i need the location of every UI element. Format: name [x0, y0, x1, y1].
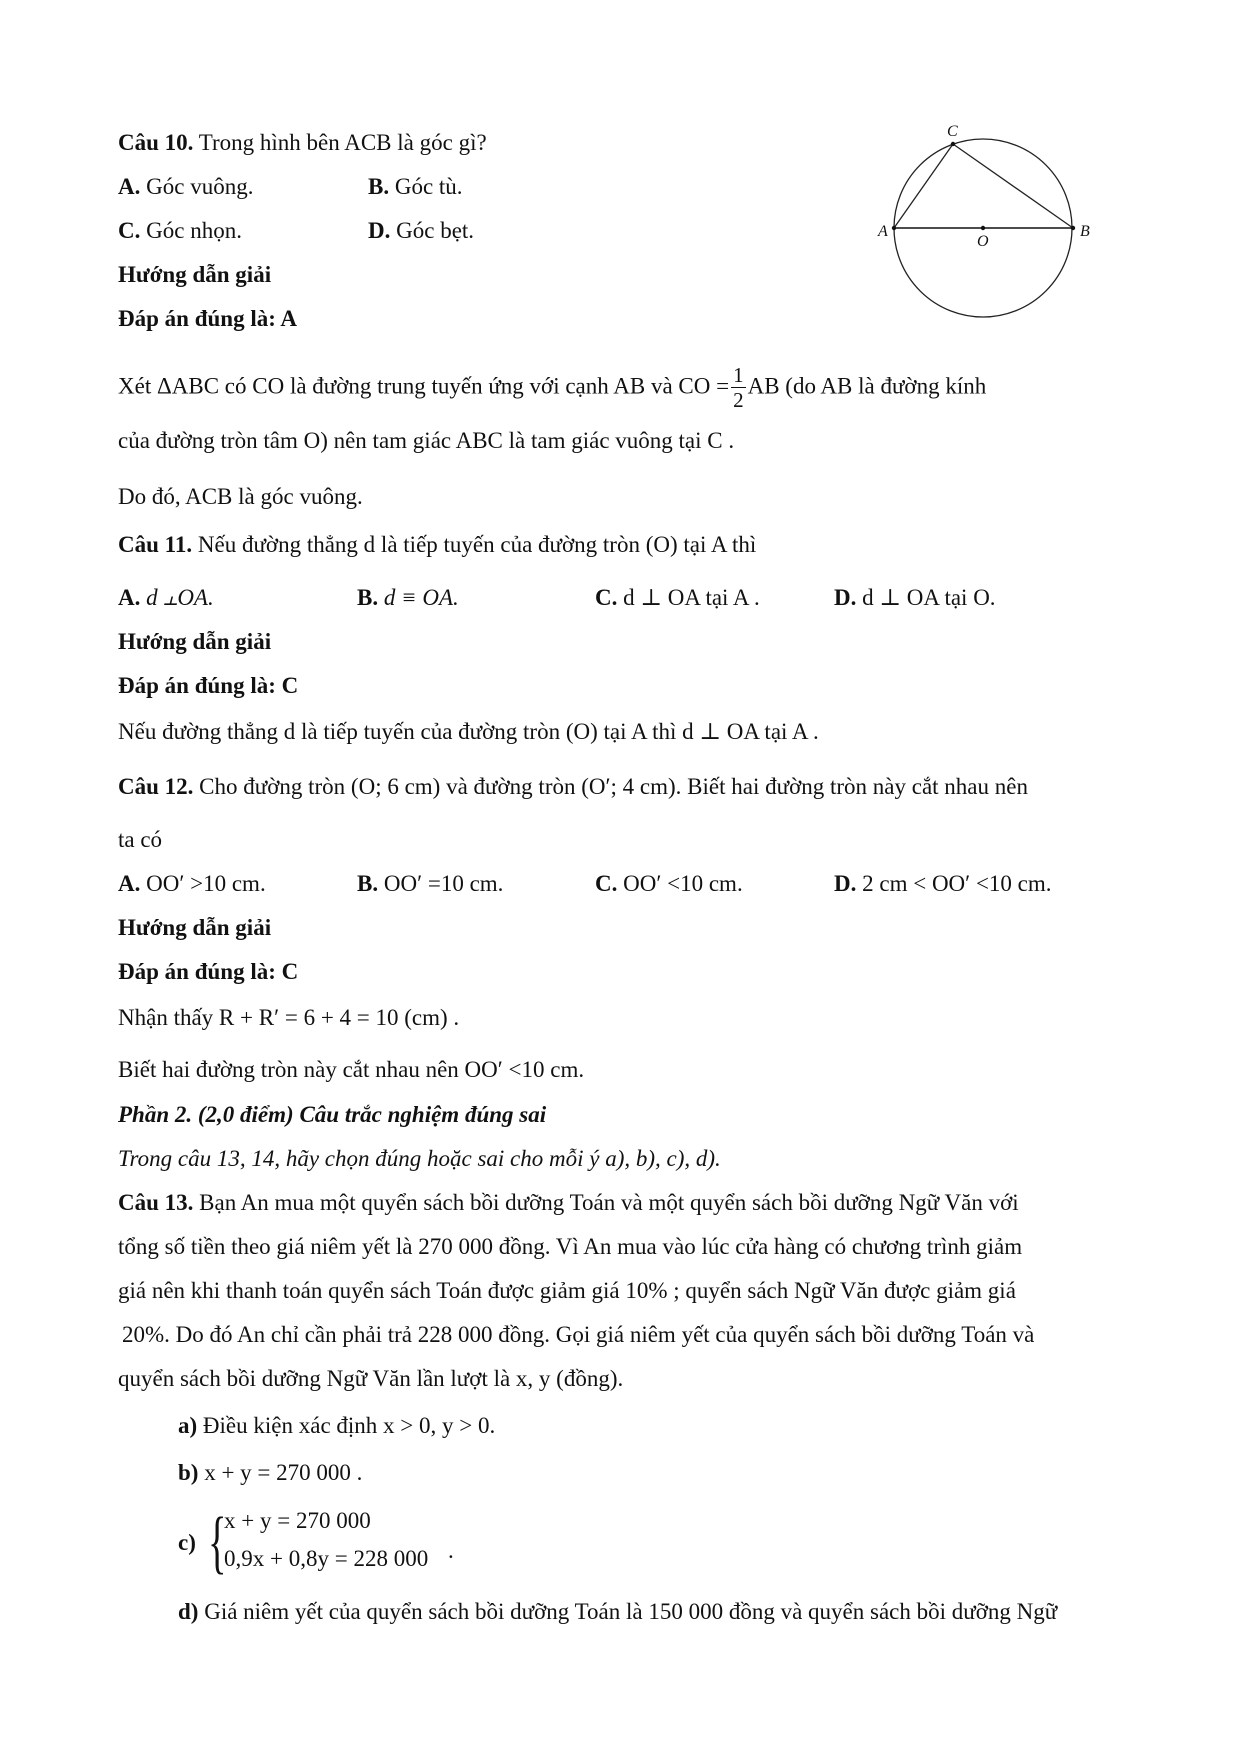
- q12-option-a: A. OO′ >10 cm.: [118, 871, 266, 896]
- q11-question: Câu 11. Nếu đường thẳng d là tiếp tuyến của đường tròn (O) tại A thì: [118, 532, 757, 557]
- q13-line3: giá nên khi thanh toán quyển sách Toán được giảm giá 10% ; quyển sách Ngữ Văn được giảm giá: [118, 1278, 1016, 1303]
- point-b: [1071, 226, 1075, 230]
- point-a: [892, 226, 896, 230]
- fraction-one-half: $\frac{1}{2}$: [733, 363, 744, 412]
- q13-line1: Câu 13. Bạn An mua một quyển sách bồi dưỡng Toán và một quyển sách bồi dưỡng Ngữ Văn với: [118, 1190, 1019, 1215]
- q10-solution-line1: Xét ΔABC có CO là đường trung tuyến ứng với cạnh AB và CO = $\frac{1}{2}$ AB (do AB là đường kính: [118, 363, 987, 412]
- q12-solution-line1: Nhận thấy R + R′ = 6 + 4 = 10 (cm) .: [118, 1005, 460, 1030]
- q13-statement-b: b) x + y = 270 000 .: [178, 1460, 363, 1485]
- q12-option-b: B. OO′ =10 cm.: [357, 871, 504, 896]
- label-c: C: [947, 123, 958, 140]
- q12-solution-line2: Biết hai đường tròn này cắt nhau nên OO′ <10 cm.: [118, 1057, 585, 1082]
- q10-solution-line3: Do đó, ACB là góc vuông.: [118, 484, 363, 509]
- q11-option-c: C. d ⊥ OA tại A .: [595, 585, 760, 610]
- q12-option-c: C. OO′ <10 cm.: [595, 871, 743, 896]
- q10-option-b: B. Góc tù.: [368, 174, 463, 199]
- q12-answer: Đáp án đúng là: C: [118, 959, 299, 984]
- label-a: A: [878, 223, 888, 240]
- q12-question-cont: ta có: [118, 827, 163, 852]
- q10-option-a: A. Góc vuông.: [118, 174, 254, 199]
- q10-text: Trong hình bên ACB là góc gì?: [198, 130, 487, 155]
- segment-ac: [894, 144, 953, 228]
- circle-figure: [870, 118, 1110, 328]
- q10-option-c: C. Góc nhọn.: [118, 218, 242, 243]
- q10-question: [118, 131, 487, 154]
- label-b: B: [1080, 223, 1090, 240]
- q11-answer: Đáp án đúng là: C: [118, 673, 299, 698]
- q12-option-d: D. 2 cm < OO′ <10 cm.: [834, 871, 1052, 896]
- q13-line5: quyển sách bồi dưỡng Ngữ Văn lần lượt là x, y (đồng).: [118, 1366, 624, 1391]
- q12-guide-heading: Hướng dẫn giải: [118, 915, 272, 940]
- q10-option-d: D. Góc bẹt.: [368, 218, 475, 243]
- q11-guide-heading: Hướng dẫn giải: [118, 629, 272, 654]
- q11-option-a: A. d ⫠OA.: [118, 585, 214, 610]
- q11-option-d: D. d ⊥ OA tại O.: [834, 585, 996, 610]
- q11-option-b: B. d ≡ OA.: [357, 585, 459, 610]
- point-c: [951, 142, 955, 146]
- segment-cb: [953, 144, 1073, 228]
- point-o: [981, 226, 985, 230]
- q10-guide-heading: Hướng dẫn giải: [118, 262, 272, 287]
- q13-line2: tổng số tiền theo giá niêm yết là 270 000 đồng. Vì An mua vào lúc cửa hàng có chương trình giảm: [118, 1234, 1023, 1259]
- part2-instruction: Trong câu 13, 14, hãy chọn đúng hoặc sai cho mỗi ý a), b), c), d).: [118, 1146, 721, 1171]
- q10-answer: Đáp án đúng là: A: [118, 306, 297, 331]
- part2-title: Phần 2. (2,0 điểm) Câu trắc nghiệm đúng sai: [118, 1102, 547, 1127]
- q10-label: Câu 10.: [118, 130, 194, 155]
- brace-icon: {: [208, 1504, 227, 1581]
- q13-line4: 20%. Do đó An chỉ cần phải trả 228 000 đồng. Gọi giá niêm yết của quyển sách bồi dưỡng Toán và: [122, 1322, 1035, 1347]
- q13-statement-a: a) Điều kiện xác định x > 0, y > 0.: [178, 1413, 496, 1438]
- q11-solution: Nếu đường thẳng d là tiếp tuyến của đường tròn (O) tại A thì d ⊥ OA tại A .: [118, 719, 819, 744]
- q13-statement-d: d) Giá niêm yết của quyển sách bồi dưỡng Toán là 150 000 đồng và quyển sách bồi dưỡng Ngữ: [178, 1599, 1058, 1624]
- q10-solution-line2: của đường tròn tâm O) nên tam giác ABC là tam giác vuông tại C .: [118, 428, 735, 453]
- label-o: O: [977, 233, 989, 250]
- q12-question: Câu 12. Cho đường tròn (O; 6 cm) và đường tròn (O′; 4 cm). Biết hai đường tròn này cắt nhau nên: [118, 774, 1028, 799]
